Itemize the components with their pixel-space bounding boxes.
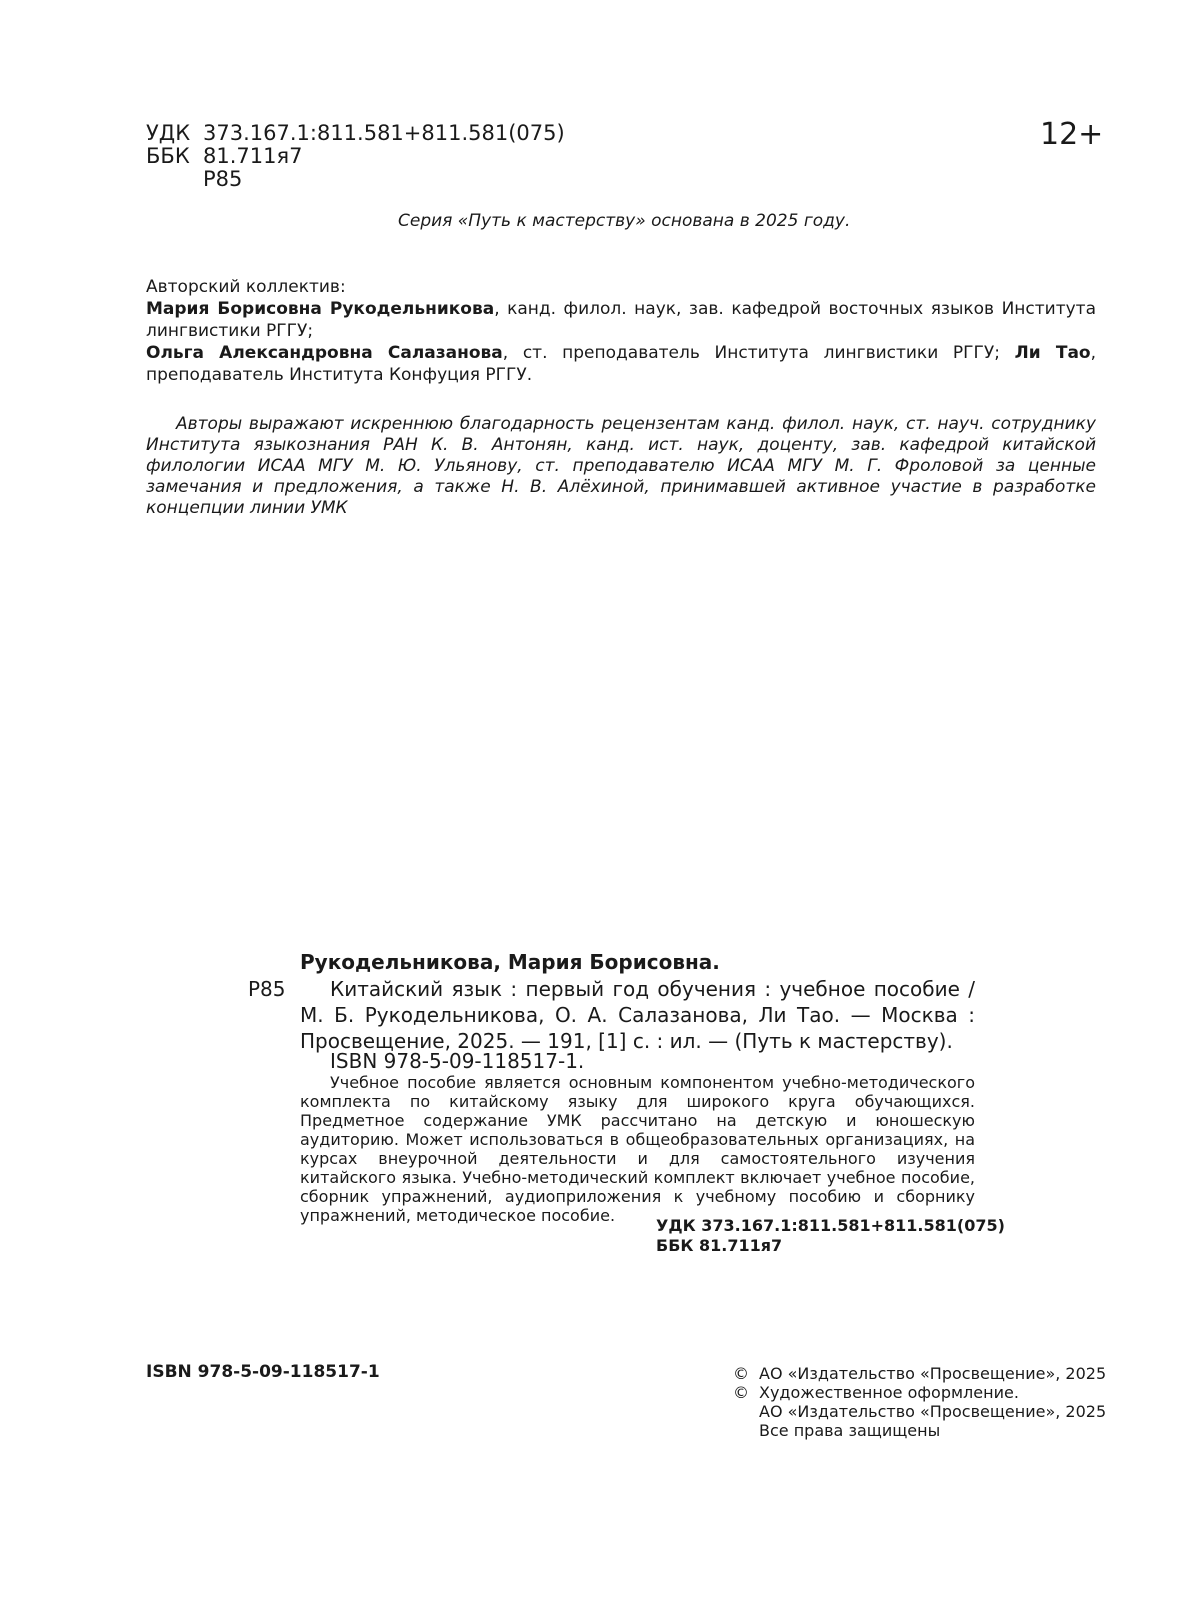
footer-isbn: ISBN 978-5-09-118517-1 xyxy=(146,1362,380,1382)
authors-block xyxy=(146,276,1096,386)
author-2-name: Ольга Александровна Салазанова xyxy=(146,343,503,363)
card-mark: Р85 xyxy=(248,977,286,1001)
acknowledgement xyxy=(146,414,1096,519)
author-1-desc: , канд. филол. наук, зав. кафедрой восточных языков Института лингвистики РГГУ; xyxy=(146,299,1096,341)
age-rating: 12+ xyxy=(1040,117,1104,152)
author-1-name: Мария Борисовна Рукодельникова xyxy=(146,299,495,319)
rights-reserved: Все права защищены xyxy=(759,1421,941,1440)
bbk-value: 81.711я7 xyxy=(203,144,303,168)
author-1 xyxy=(146,298,1096,342)
card-annotation xyxy=(300,1073,975,1225)
card-title-text: Китайский язык : первый год обучения : учебное пособие / М. Б. Рукодельникова, О. А. Салазанова, Ли Тао. — Москва : Просвещение, 2025. — 191, [1] с. : ил. — (Путь к мастерству). xyxy=(300,977,975,1053)
author-3-desc: , преподаватель Института Конфуция РГГУ. xyxy=(146,343,1096,385)
author-2-desc: , ст. преподаватель Института лингвистики РГГУ; xyxy=(502,343,1015,363)
bbk-label: ББК xyxy=(146,144,190,168)
acknowledgement-text: Авторы выражают искреннюю благодарность рецензентам канд. филол. наук, ст. науч. сотруднику Института языкознания РАН К. В. Антонян, канд. ист. наук, доценту, зав. кафедрой китайской филологии ИСАА МГУ М. Ю. Ульянову, ст. преподавателю ИСАА МГУ М. Г. Фроловой за ценные замечания и предложения, а также Н. В. Алёхиной, принимавшей активное участие в разработке концепции линии УМК xyxy=(146,414,1096,518)
card-title xyxy=(300,976,975,1054)
udk-value: 373.167.1:811.581+811.581(075) xyxy=(203,121,565,145)
udk-label: УДК xyxy=(146,121,191,145)
copyright-1: АО «Издательство «Просвещение», 2025 xyxy=(759,1364,1107,1383)
authors-intro: Авторский коллектив: xyxy=(146,277,346,297)
card-udk: УДК 373.167.1:811.581+811.581(075) xyxy=(656,1216,1005,1235)
card-isbn: ISBN 978-5-09-118517-1. xyxy=(330,1049,585,1073)
copyright-icon: © xyxy=(733,1364,749,1383)
card-bbk: ББК 81.711я7 xyxy=(656,1236,783,1255)
copyright-2-line2: АО «Издательство «Просвещение», 2025 xyxy=(759,1402,1107,1421)
card-heading: Рукодельникова, Мария Борисовна. xyxy=(300,950,720,974)
card-annotation-text: Учебное пособие является основным компонентом учебно-методического комплекта по китайскому языку для широкого круга обучающихся. Предметное содержание УМК рассчитано на детскую и юношескую аудиторию. Может использоваться в общеобразовательных организациях, на курсах внеурочной деятельности и для самостоятельного изучения китайского языка. Учебно-методический комплект включает учебное пособие, сборник упражнений, аудиоприложения к учебному пособию и сборнику упражнений, методическое пособие. xyxy=(300,1073,975,1225)
copyright-2-line1: Художественное оформление. xyxy=(759,1383,1019,1402)
copyright-icon: © xyxy=(733,1383,749,1402)
author-3-name: Ли Тао xyxy=(1014,343,1091,363)
author-mark: Р85 xyxy=(203,167,243,191)
series-note: Серия «Путь к мастерству» основана в 2025 году. xyxy=(398,211,851,231)
authors-2-3 xyxy=(146,342,1096,386)
copyright-block xyxy=(733,1364,1106,1440)
